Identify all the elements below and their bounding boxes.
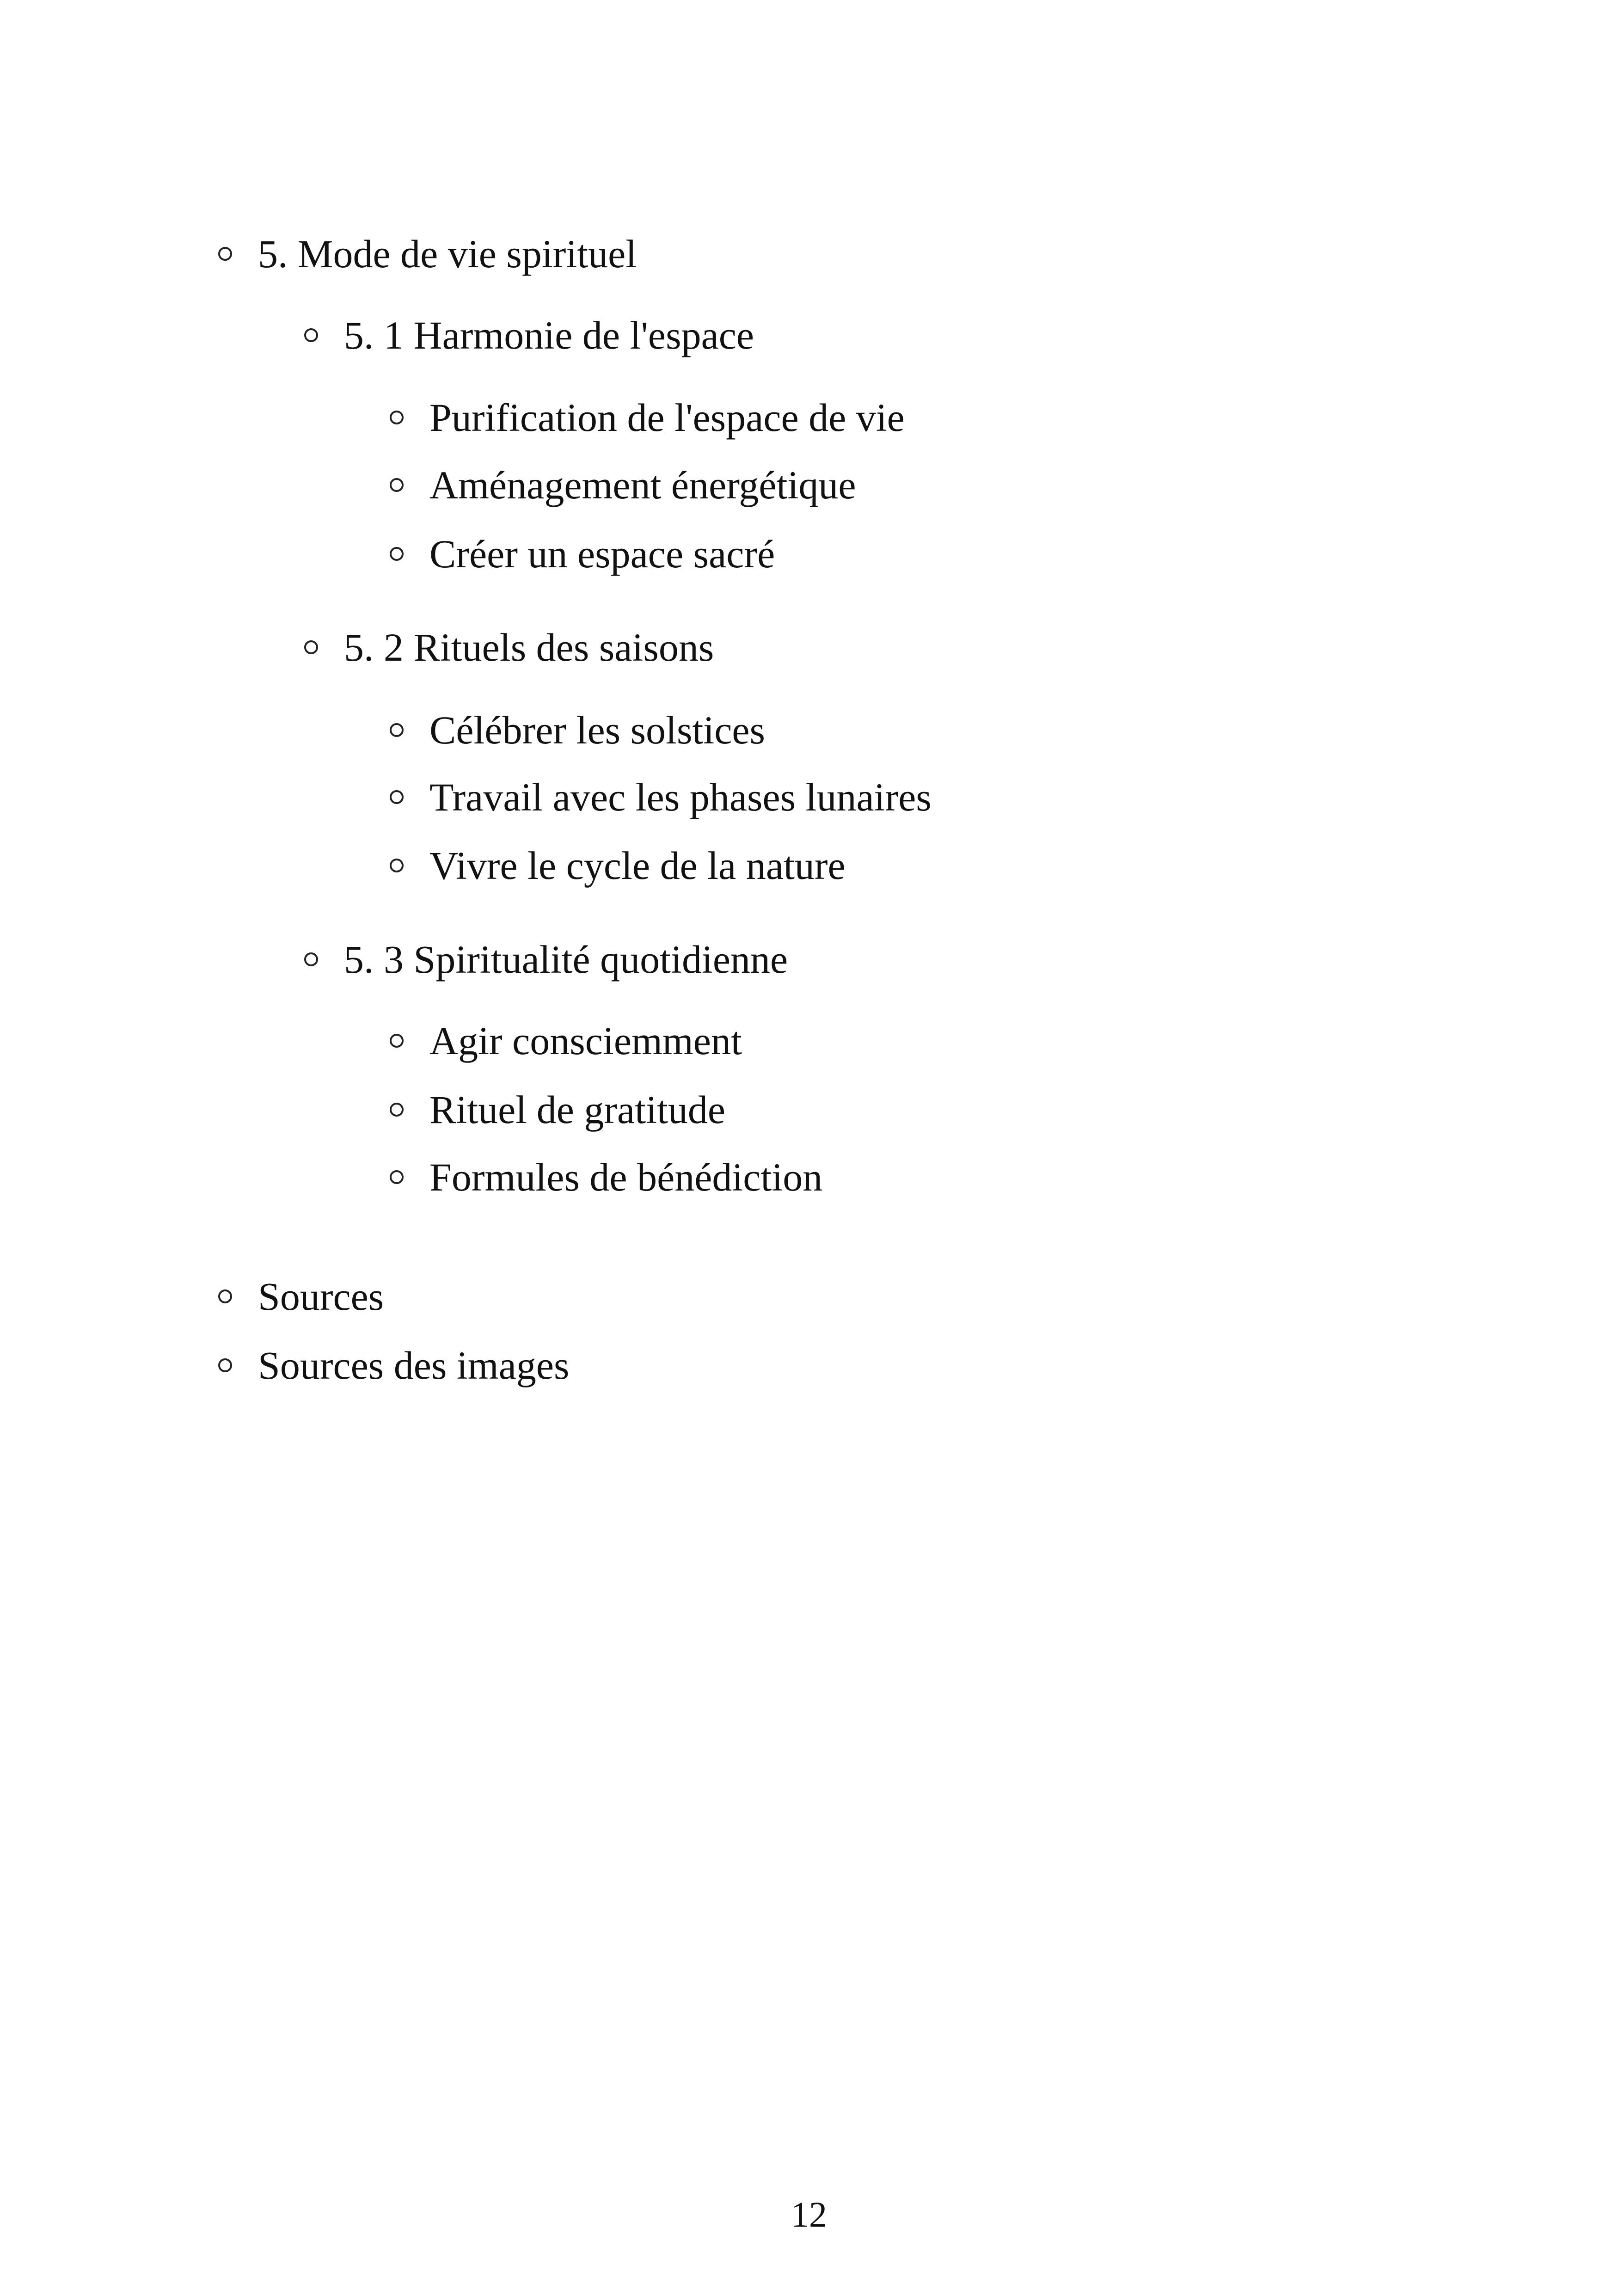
toc-item-label: Formules de bénédiction [429, 1155, 823, 1199]
toc-item-agir-consciemment[interactable] [390, 1015, 742, 1066]
page-number: 12 [791, 2194, 827, 2235]
toc-item-label: Célébrer les solstices [429, 708, 766, 752]
hollow-circle-bullet-icon [390, 478, 404, 492]
toc-item-espace-sacre[interactable] [390, 528, 775, 579]
toc-item-label: 5. 3 Spiritualité quotidienne [344, 937, 788, 982]
toc-item-purification[interactable] [390, 392, 905, 443]
toc-item-amenagement[interactable] [390, 460, 856, 510]
hollow-circle-bullet-icon [218, 1358, 232, 1372]
toc-item-mode-de-vie-spirituel[interactable] [218, 228, 637, 279]
hollow-circle-bullet-icon [304, 640, 318, 654]
toc-item-cycle-nature[interactable] [390, 840, 846, 891]
hollow-circle-bullet-icon [304, 952, 318, 966]
hollow-circle-bullet-icon [304, 328, 318, 342]
toc-item-label: Purification de l'espace de vie [429, 395, 905, 440]
hollow-circle-bullet-icon [390, 411, 404, 424]
toc-item-harmonie-espace[interactable] [304, 310, 754, 361]
toc-item-solstices[interactable] [390, 705, 765, 755]
toc-item-label: Aménagement énergétique [429, 463, 856, 507]
toc-item-label: Sources des images [258, 1343, 570, 1387]
hollow-circle-bullet-icon [390, 1170, 404, 1184]
hollow-circle-bullet-icon [218, 247, 232, 261]
toc-item-label: 5. 1 Harmonie de l'espace [344, 313, 754, 357]
toc-item-phases-lunaires[interactable] [390, 772, 932, 823]
hollow-circle-bullet-icon [390, 547, 404, 561]
hollow-circle-bullet-icon [390, 723, 404, 737]
toc-item-label: Travail avec les phases lunaires [429, 775, 932, 819]
toc-item-label: 5. Mode de vie spirituel [258, 232, 637, 276]
hollow-circle-bullet-icon [390, 1034, 404, 1048]
toc-item-benediction[interactable] [390, 1152, 822, 1203]
hollow-circle-bullet-icon [390, 790, 404, 804]
toc-item-sources-images[interactable] [218, 1340, 570, 1391]
hollow-circle-bullet-icon [390, 1103, 404, 1117]
toc-item-sources[interactable] [218, 1271, 384, 1322]
toc-item-label: 5. 2 Rituels des saisons [344, 625, 714, 669]
toc-item-label: Rituel de gratitude [429, 1087, 726, 1132]
hollow-circle-bullet-icon [218, 1289, 232, 1303]
toc-item-label: Agir consciemment [429, 1019, 742, 1063]
toc-item-spiritualite-quotidienne[interactable] [304, 934, 788, 985]
hollow-circle-bullet-icon [390, 859, 404, 872]
toc-item-gratitude[interactable] [390, 1084, 725, 1135]
toc-item-label: Créer un espace sacré [429, 532, 775, 576]
toc-item-label: Sources [258, 1274, 384, 1319]
toc-item-label: Vivre le cycle de la nature [429, 843, 846, 888]
toc-item-rituels-saisons[interactable] [304, 622, 714, 673]
